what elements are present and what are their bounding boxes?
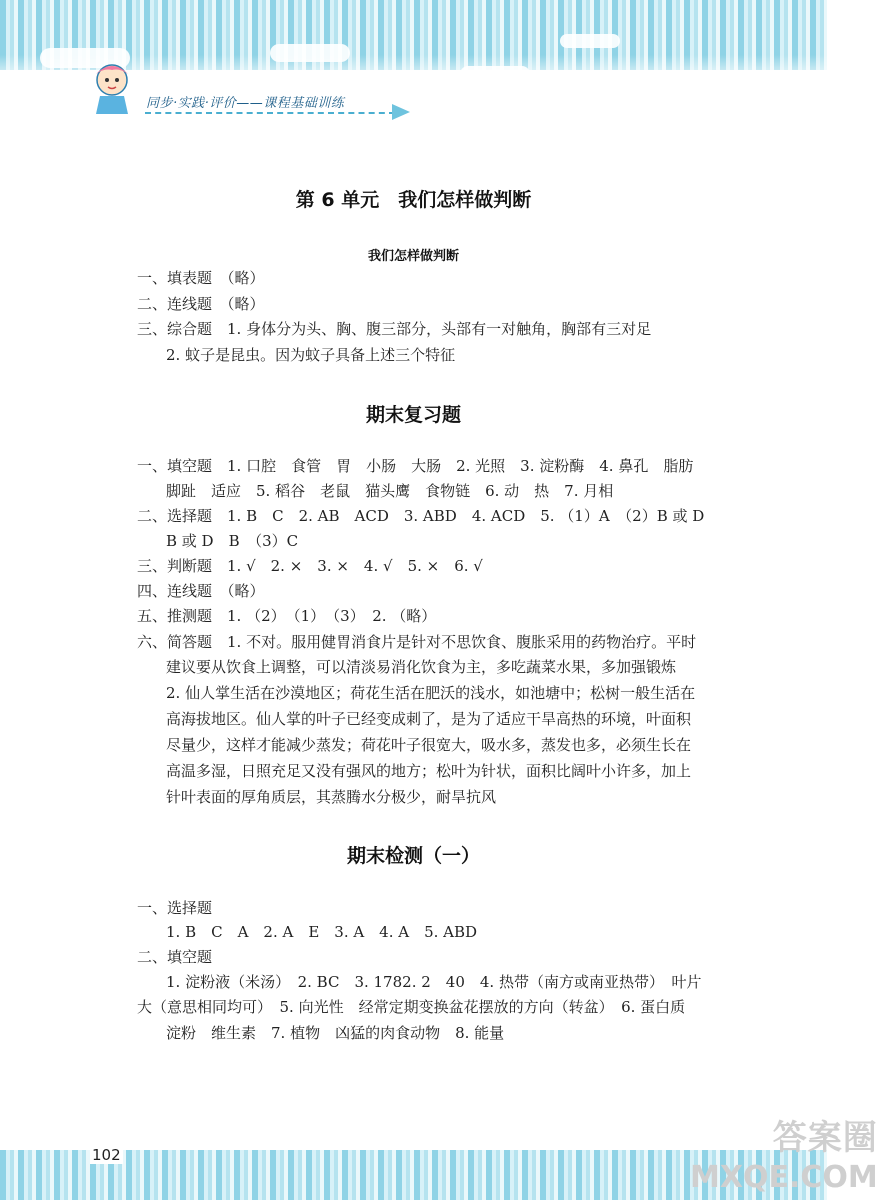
- header-divider: [145, 112, 395, 114]
- watermark-en: MXQE.COM: [690, 1160, 878, 1195]
- cloud-decoration: [560, 34, 620, 48]
- cloud-decoration: [270, 44, 350, 62]
- text-line: 2. 仙人掌生活在沙漠地区；荷花生活在肥沃的浅水，如池塘中；松树一般生活在: [166, 684, 696, 702]
- text-line: 三、综合题 1. 身体分为头、胸、腹三部分，头部有一对触角，胸部有三对足: [137, 320, 652, 338]
- cloud-decoration: [460, 66, 530, 82]
- text-line: 1. 淀粉液（米汤） 2. BC 3. 1782. 2 40 4. 热带（南方或南亚热带） 叶片: [166, 973, 702, 991]
- text-line: 大（意思相同均可） 5. 向光性 经常定期变换盆花摆放的方向（转盆） 6. 蛋白质: [137, 998, 686, 1016]
- text-line: 针叶表面的厚角质层，其蒸腾水分极少，耐旱抗风: [166, 788, 497, 806]
- text-line: 2. 蚊子是昆虫。因为蚊子具备上述三个特征: [166, 346, 456, 364]
- text-line: 二、连线题 （略）: [137, 295, 265, 313]
- text-line: 高海拔地区。仙人掌的叶子已经变成刺了，是为了适应干旱高热的环境，叶面积: [166, 710, 692, 728]
- mascot-icon: [86, 60, 138, 118]
- text-line: 淀粉 维生素 7. 植物 凶猛的肉食动物 8. 能量: [166, 1024, 505, 1042]
- watermark-cn: 答案圈: [772, 1118, 878, 1158]
- text-line: 建议要从饮食上调整，可以清淡易消化饮食为主，多吃蔬菜水果，多加强锻炼: [166, 658, 677, 676]
- text-line: 尽量少，这样才能减少蒸发；荷花叶子很宽大，吸水多，蒸发也多，必须生长在: [166, 736, 692, 754]
- text-line: 五、推测题 1. （2） （1） （3） 2. （略）: [137, 607, 437, 625]
- text-line: B 或 D B （3）C: [166, 532, 299, 550]
- watermark: [690, 1118, 878, 1198]
- text-line: 二、选择题 1. B C 2. AB ACD 3. ABD 4. ACD 5. （1）A （2）B 或 D: [137, 507, 705, 525]
- page-number: 102: [92, 1146, 121, 1164]
- text-line: 脚趾 适应 5. 稻谷 老鼠 猫头鹰 食物链 6. 动 热 7. 月相: [166, 482, 614, 500]
- series-title: 同步·实践·评价——课程基础训练: [146, 96, 345, 111]
- text-line: 二、填空题: [137, 948, 213, 966]
- text-line: 三、判断题 1. √ 2. × 3. × 4. √ 5. × 6. √: [137, 557, 483, 575]
- text-line: 四、连线题 （略）: [137, 582, 265, 600]
- review-title: 期末复习题: [365, 404, 461, 426]
- text-line: 六、简答题 1. 不对。服用健胃消食片是针对不思饮食、腹胀采用的药物治疗。平时: [137, 633, 697, 651]
- text-line: 高温多湿，日照充足又没有强风的地方；松叶为针状，面积比阔叶小许多，加上: [166, 762, 692, 780]
- unit6-title: 第 6 单元 我们怎样做判断: [295, 189, 532, 211]
- exam-title: 期末检测（一）: [346, 845, 480, 867]
- text-line: 1. B C A 2. A E 3. A 4. A 5. ABD: [166, 923, 478, 941]
- unit6-subtitle: 我们怎样做判断: [367, 249, 459, 264]
- arrow-icon: [392, 104, 410, 120]
- text-line: 一、选择题: [137, 899, 213, 917]
- text-line: 一、填表题 （略）: [137, 269, 265, 287]
- text-line: 一、填空题 1. 口腔 食管 胃 小肠 大肠 2. 光照 3. 淀粉酶 4. 鼻孔 脂肪: [137, 457, 694, 475]
